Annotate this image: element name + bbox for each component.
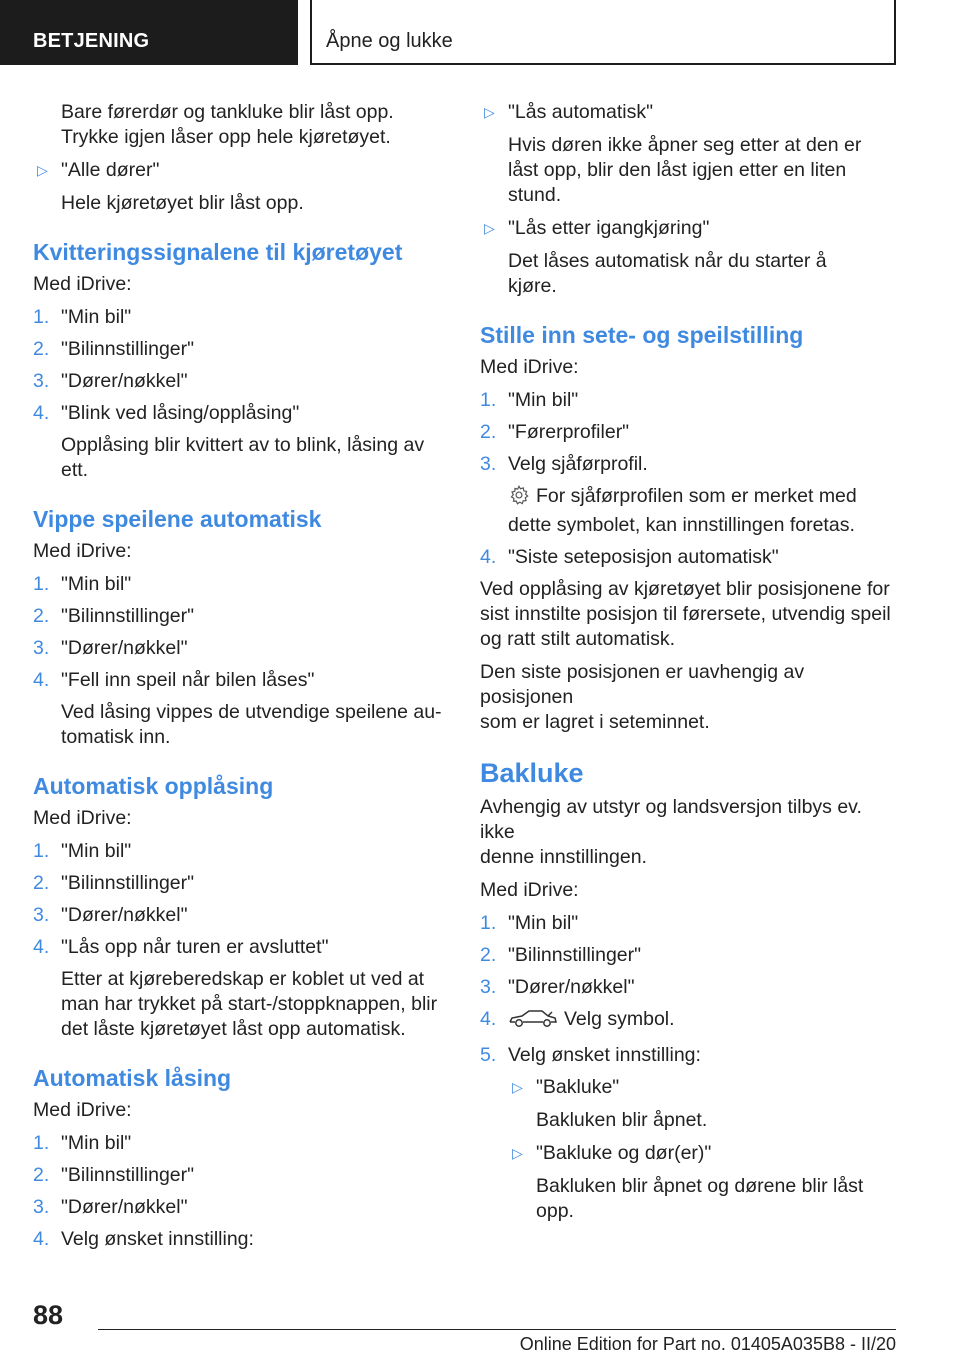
bullet-alle-dorer — [33, 158, 448, 216]
list-item: 3. "Dører/nøkkel" — [33, 370, 188, 392]
section-heading: Kvitteringssignalene til kjøretøyet — [33, 239, 403, 265]
idrive-intro: Med iDrive: — [33, 540, 132, 562]
header-chapter-tab — [310, 0, 896, 65]
section-vippe-speil — [33, 505, 448, 750]
triangle-bullet-icon: ▷ — [37, 162, 48, 178]
bullet-label: "Lås etter igangkjøring" — [508, 217, 710, 239]
paragraph: Ved opplåsing av kjøretøyet blir posisjonene for sist innstilte posisjon til førersete, utvendig speil og ratt stilt automatisk. — [480, 578, 891, 650]
list-item: 2. "Bilinnstillinger" — [33, 872, 195, 894]
list-item: 4. "Blink ved låsing/opplåsing" Opplåsing blir kvittert av to blink, låsing av ett. — [33, 401, 448, 483]
list-item: 4. "Fell inn speil når bilen låses" Ved låsing vippes de utvendige speilene au- tomatisk inn. — [33, 668, 448, 750]
intro-line: Bare førerdør og tankluke blir låst opp. — [61, 101, 394, 123]
list-item: 2. "Bilinnstillinger" — [480, 944, 642, 966]
idrive-intro: Med iDrive: — [33, 807, 132, 829]
right-column — [480, 100, 900, 1231]
list-item: 2. "Bilinnstillinger" — [33, 1164, 195, 1186]
section-automatisk-lasing — [33, 1064, 448, 1252]
section-heading: Automatisk opplåsing — [33, 773, 274, 799]
triangle-bullet-icon: ▷ — [484, 220, 495, 236]
list-item: 3. "Dører/nøkkel" — [33, 637, 188, 659]
triangle-bullet-icon: ▷ — [512, 1145, 523, 1161]
list-item: 3. Velg sjåførprofil. For sjåførprofilen som er merket med dette symbolet, kan innstillingen foretas. — [480, 452, 900, 538]
bullet-label: "Lås automatisk" — [508, 101, 653, 123]
section-heading: Vippe speilene automatisk — [33, 506, 322, 532]
bullet-desc: Hele kjøretøyet blir låst opp. — [61, 192, 304, 214]
idrive-intro: Med iDrive: — [480, 356, 579, 378]
intro-note — [33, 100, 448, 150]
page-number: 88 — [33, 1300, 64, 1330]
section-heading: Bakluke — [480, 758, 584, 788]
section-bakluke — [480, 757, 900, 1224]
paragraph: Avhengig av utstyr og landsversjon tilbys ev. ikke denne innstillingen. — [480, 796, 862, 868]
list-item: 2. "Førerprofiler" — [480, 421, 630, 443]
list-item: 3. "Dører/nøkkel" — [480, 976, 635, 998]
idrive-intro: Med iDrive: — [33, 1099, 132, 1121]
idrive-intro: Med iDrive: — [480, 879, 579, 901]
bullet-bakluke: ▷ "Bakluke" Bakluken blir åpnet. — [512, 1076, 708, 1131]
list-item: 4. "Siste seteposisjon automatisk" — [480, 546, 779, 568]
gear-icon — [508, 484, 530, 513]
list-item: 1. "Min bil" — [33, 306, 132, 328]
gear-note: For sjåførprofilen som er merket med dette symbolet, kan innstillingen foretas. — [508, 485, 857, 536]
idrive-intro: Med iDrive: — [33, 273, 132, 295]
list-item: 3. "Dører/nøkkel" — [33, 1196, 188, 1218]
bullet-desc: Hvis døren ikke åpner seg etter at den er låst opp, blir den låst igjen etter en liten stund. — [508, 134, 862, 206]
step-note: Etter at kjøreberedskap er koblet ut ved at man har trykket på start-/stoppknappen, blir det låste kjøretøyet låst opp automatisk. — [61, 968, 438, 1040]
list-item: 3. "Dører/nøkkel" — [33, 904, 188, 926]
bullet-bakluke-og-dorer: ▷ "Bakluke og dør(er)" Bakluken blir åpnet og dørene blir låst opp. — [512, 1142, 864, 1222]
header-section-label: BETJENING — [33, 30, 150, 52]
list-item: 1. "Min bil" — [480, 389, 579, 411]
intro-line: Trykke igjen låser opp hele kjøretøyet. — [61, 126, 391, 148]
list-item: 5. Velg ønsket innstilling: ▷ "Bakluke" Bakluken blir åpnet. ▷ "Bakluke og dør(er)" Bakluken blir åpnet og dørene blir låst opp. — [480, 1043, 900, 1224]
list-item: 4. Velg symbol. — [480, 1007, 900, 1036]
list-item: 4. Velg ønsket innstilling: — [33, 1228, 254, 1250]
bullet-label: "Alle dører" — [61, 159, 160, 181]
list-item: 1. "Min bil" — [33, 573, 132, 595]
section-sete-speil — [480, 321, 900, 735]
header-section-tab — [0, 0, 298, 65]
footer-divider — [98, 1329, 896, 1330]
list-item: 2. "Bilinnstillinger" — [33, 605, 195, 627]
list-item: 1. "Min bil" — [33, 840, 132, 862]
header-chapter-label: Åpne og lukke — [326, 30, 453, 52]
list-item: 1. "Min bil" — [33, 1132, 132, 1154]
step-note: Ved låsing vippes de utvendige speilene au- tomatisk inn. — [61, 701, 442, 748]
bullet-desc: Det låses automatisk når du starter å kjøre. — [508, 250, 827, 297]
left-column — [33, 100, 448, 1259]
step-note: Opplåsing blir kvittert av to blink, låsing av ett. — [61, 434, 425, 481]
bullet-las-etter-igangkjoring — [480, 216, 900, 299]
paragraph: Den siste posisjonen er uavhengig av posisjonen som er lagret i seteminnet. — [480, 661, 805, 733]
list-item: 1. "Min bil" — [480, 912, 579, 934]
car-outline-icon — [508, 1009, 558, 1036]
section-automatisk-opplasing — [33, 772, 448, 1042]
section-kvittering — [33, 238, 448, 483]
section-heading: Stille inn sete- og speilstilling — [480, 322, 804, 348]
list-item: 4. "Lås opp når turen er avsluttet" Etter at kjøreberedskap er koblet ut ved at man har trykket på start-/stoppknappen, blir det låste kjøretøyet låst opp automatisk. — [33, 935, 448, 1042]
triangle-bullet-icon: ▷ — [512, 1079, 523, 1095]
bullet-las-automatisk — [480, 100, 900, 208]
footer-edition: Online Edition for Part no. 01405A035B8 - II/20 — [519, 1334, 896, 1354]
triangle-bullet-icon: ▷ — [484, 104, 495, 120]
section-heading: Automatisk låsing — [33, 1065, 232, 1091]
list-item: 2. "Bilinnstillinger" — [33, 338, 195, 360]
